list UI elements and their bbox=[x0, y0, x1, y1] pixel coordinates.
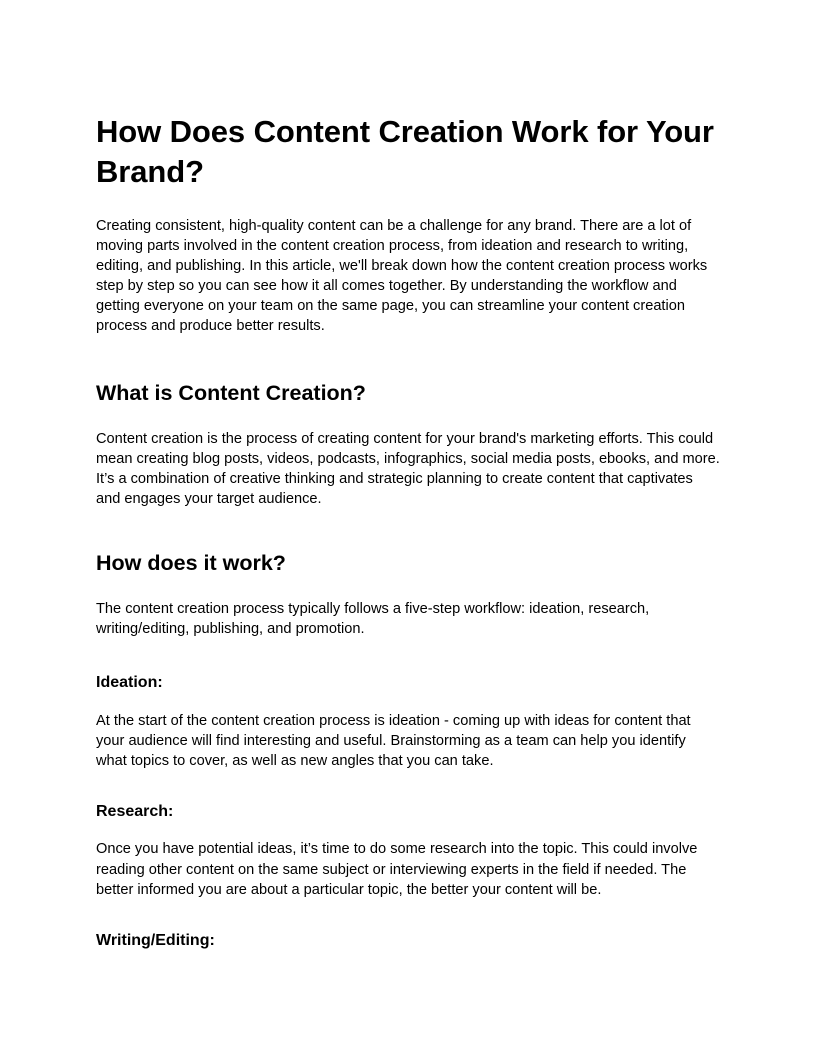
section-heading-what-is: What is Content Creation? bbox=[96, 380, 366, 405]
subsection-body-ideation: At the start of the content creation process is ideation - coming up with ideas for content that your audience will find interesting and useful. Brainstorming as a team can help you identify what topics to cover, as well as new angles that you can take. bbox=[96, 713, 691, 770]
subsection-heading-writing-editing: Writing/Editing: bbox=[96, 931, 215, 949]
section-body-how-it-works: The content creation process typically follows a five-step workflow: ideation, research, writing/editing, publishing, and promotion. bbox=[96, 600, 650, 638]
document-title: How Does Content Creation Work for Your Brand? bbox=[96, 114, 714, 189]
intro-paragraph: Creating consistent, high-quality content can be a challenge for any brand. There are a lot of moving parts involved in the content creation process, from ideation and research to writing, editing, and publishing. In this article, we'll break down how the content creation process works step by step so you can see how it all comes together. By understanding the workflow and getting everyone on your team on the same page, you can streamline your content creation process and produce better results. bbox=[96, 218, 708, 335]
subsection-body-research: Once you have potential ideas, it’s time to do some research into the topic. This could involve reading other content on the same subject or interviewing experts in the field if needed. The better informed you are about a particular topic, the better your content will be. bbox=[96, 841, 698, 898]
section-heading-how-it-works: How does it work? bbox=[96, 550, 286, 575]
document-page bbox=[96, 112, 720, 952]
subsection-heading-ideation: Ideation: bbox=[96, 674, 163, 692]
subsection-heading-research: Research: bbox=[96, 803, 174, 821]
section-body-what-is: Content creation is the process of creating content for your brand's marketing efforts. This could mean creating blog posts, videos, podcasts, infographics, social media posts, ebooks, and more. It’s a combination of creative thinking and strategic planning to create content that captivates and engages your target audience. bbox=[96, 430, 720, 507]
